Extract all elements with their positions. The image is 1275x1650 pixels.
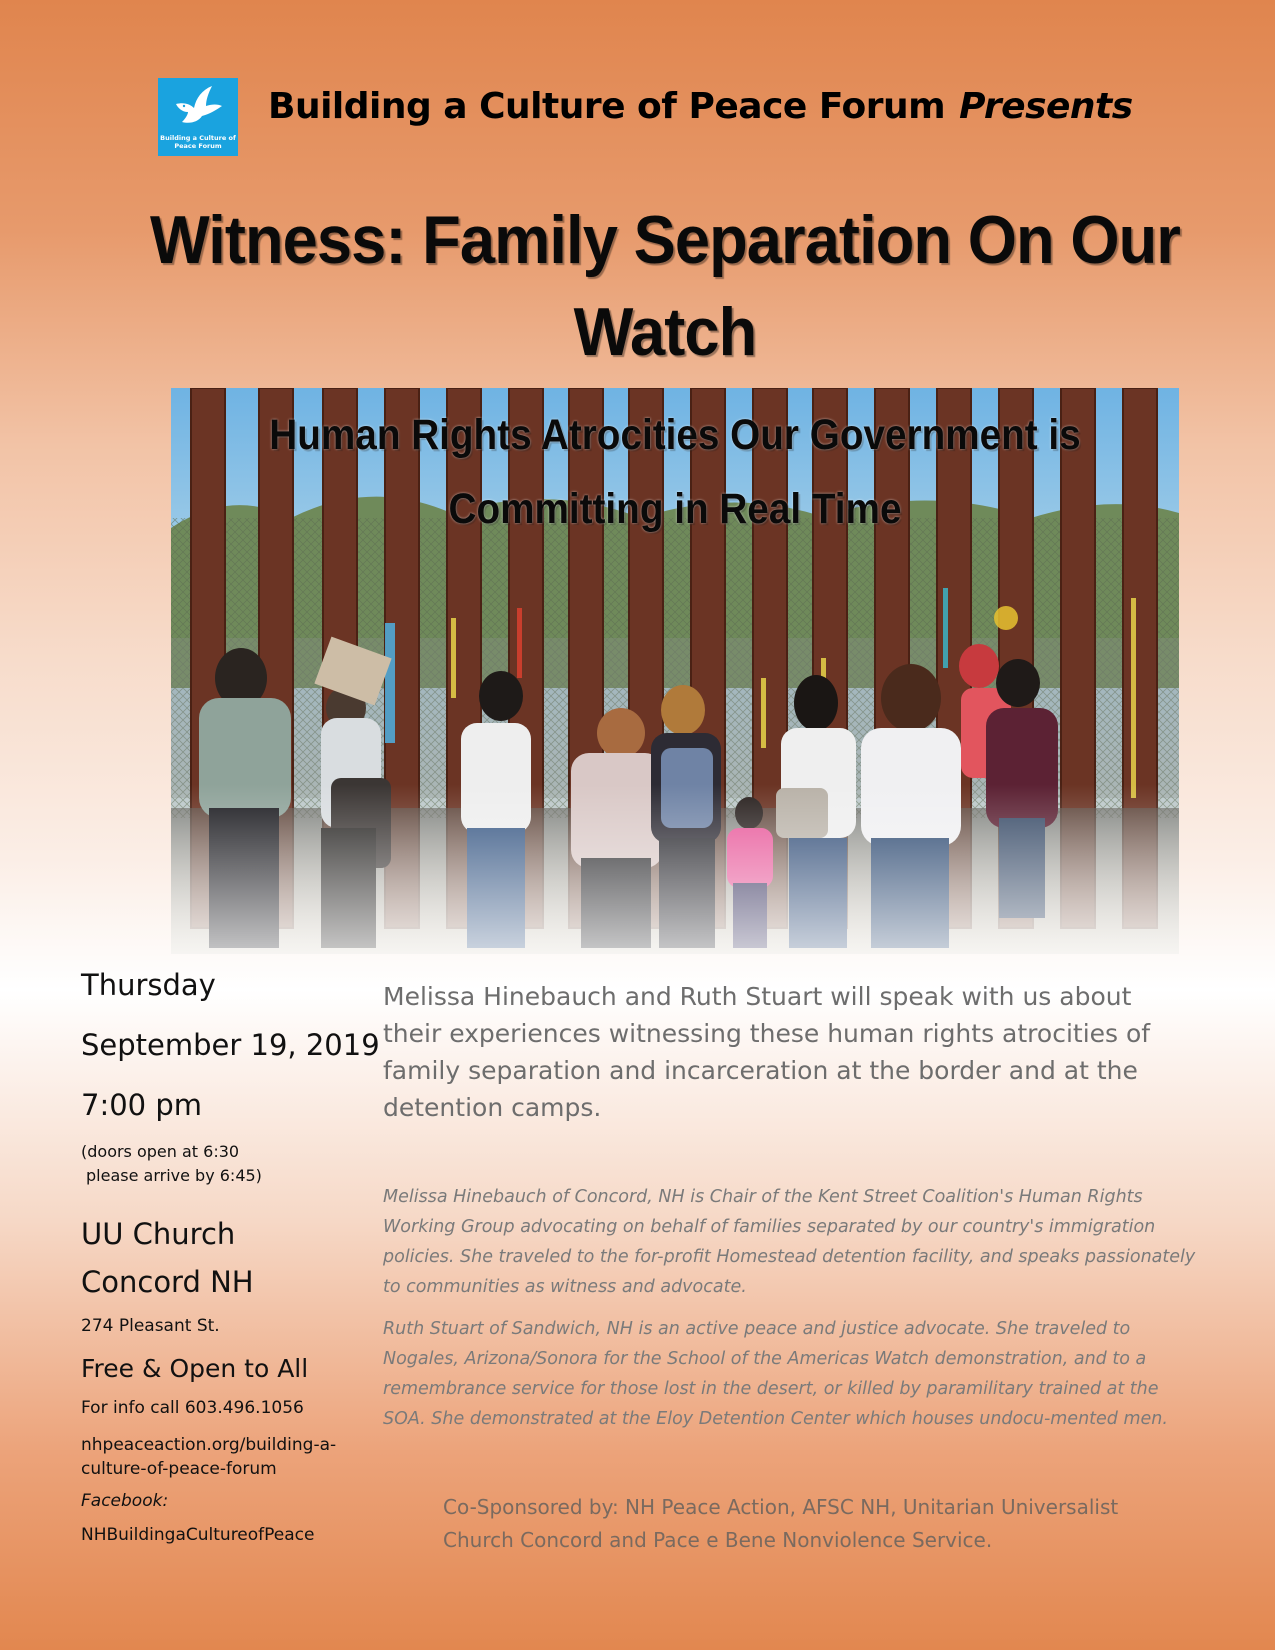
facebook-label: Facebook: — [81, 1491, 169, 1511]
venue-name: UU Church — [81, 1217, 236, 1251]
bio-ruth: Ruth Stuart of Sandwich, NH is an active peace and justice advocate. She traveled to Nogales, Arizona/Sonora for the School of the Americas Watch demonstration, and to a remembrance service for those lost in the desert, or killed by paramilitary trained at the SOA. She demonstrated at the Eloy Detention Center which houses undocu-mented men. — [383, 1319, 1168, 1429]
venue-address: 274 Pleasant St. — [81, 1316, 220, 1336]
event-subtitle — [221, 398, 1128, 546]
forum-header — [268, 86, 1133, 127]
doors-note — [81, 1140, 262, 1188]
event-title — [140, 194, 1191, 378]
co-sponsors: Co-Sponsored by: NH Peace Action, AFSC NH, Unitarian Universalist Church Concord and Pace e Bene Nonviolence Service. — [443, 1495, 1119, 1552]
event-time: 7:00 pm — [81, 1088, 202, 1122]
dove-icon — [172, 82, 224, 128]
info-phone: For info call 603.496.1056 — [81, 1398, 304, 1418]
website-line-2: culture-of-peace-forum — [81, 1459, 277, 1479]
subtitle-line-2: Committing in Real Time — [448, 485, 902, 533]
lead-paragraph: Melissa Hinebauch and Ruth Stuart will speak with us about their experiences witnessing these human rights atrocities of family separation and incarceration at the border and at the detention camps. — [383, 982, 1151, 1122]
event-date: September 19, 2019 — [81, 1028, 380, 1062]
doors-note-line-2: please arrive by 6:45) — [86, 1166, 262, 1185]
organization-name: Building a Culture of Peace Forum — [268, 86, 946, 127]
venue-city: Concord NH — [81, 1265, 254, 1299]
facebook-handle[interactable]: NHBuildingaCultureofPeace — [81, 1525, 315, 1545]
website-line-1: nhpeaceaction.org/building-a- — [81, 1435, 337, 1455]
doors-note-line-1: (doors open at 6:30 — [81, 1142, 240, 1161]
forum-logo — [158, 78, 238, 156]
subtitle-line-1: Human Rights Atrocities Our Government is — [269, 411, 1081, 459]
presents-label: Presents — [959, 86, 1133, 127]
title-line-2: Watch — [573, 294, 757, 370]
event-day: Thursday — [81, 968, 216, 1002]
bio-melissa: Melissa Hinebauch of Concord, NH is Chair of the Kent Street Coalition's Human Rights Working Group advocating on behalf of families separated by our country's immigration policies. She traveled to the for-profit Homestead detention facility, and speaks passionately to communities as witness and advocate. — [383, 1187, 1196, 1297]
admission: Free & Open to All — [81, 1354, 309, 1383]
website-link[interactable] — [81, 1433, 336, 1481]
logo-text: Building a Culture of Peace Forum — [160, 134, 236, 150]
title-line-1: Witness: Family Separation On Our — [150, 202, 1180, 278]
